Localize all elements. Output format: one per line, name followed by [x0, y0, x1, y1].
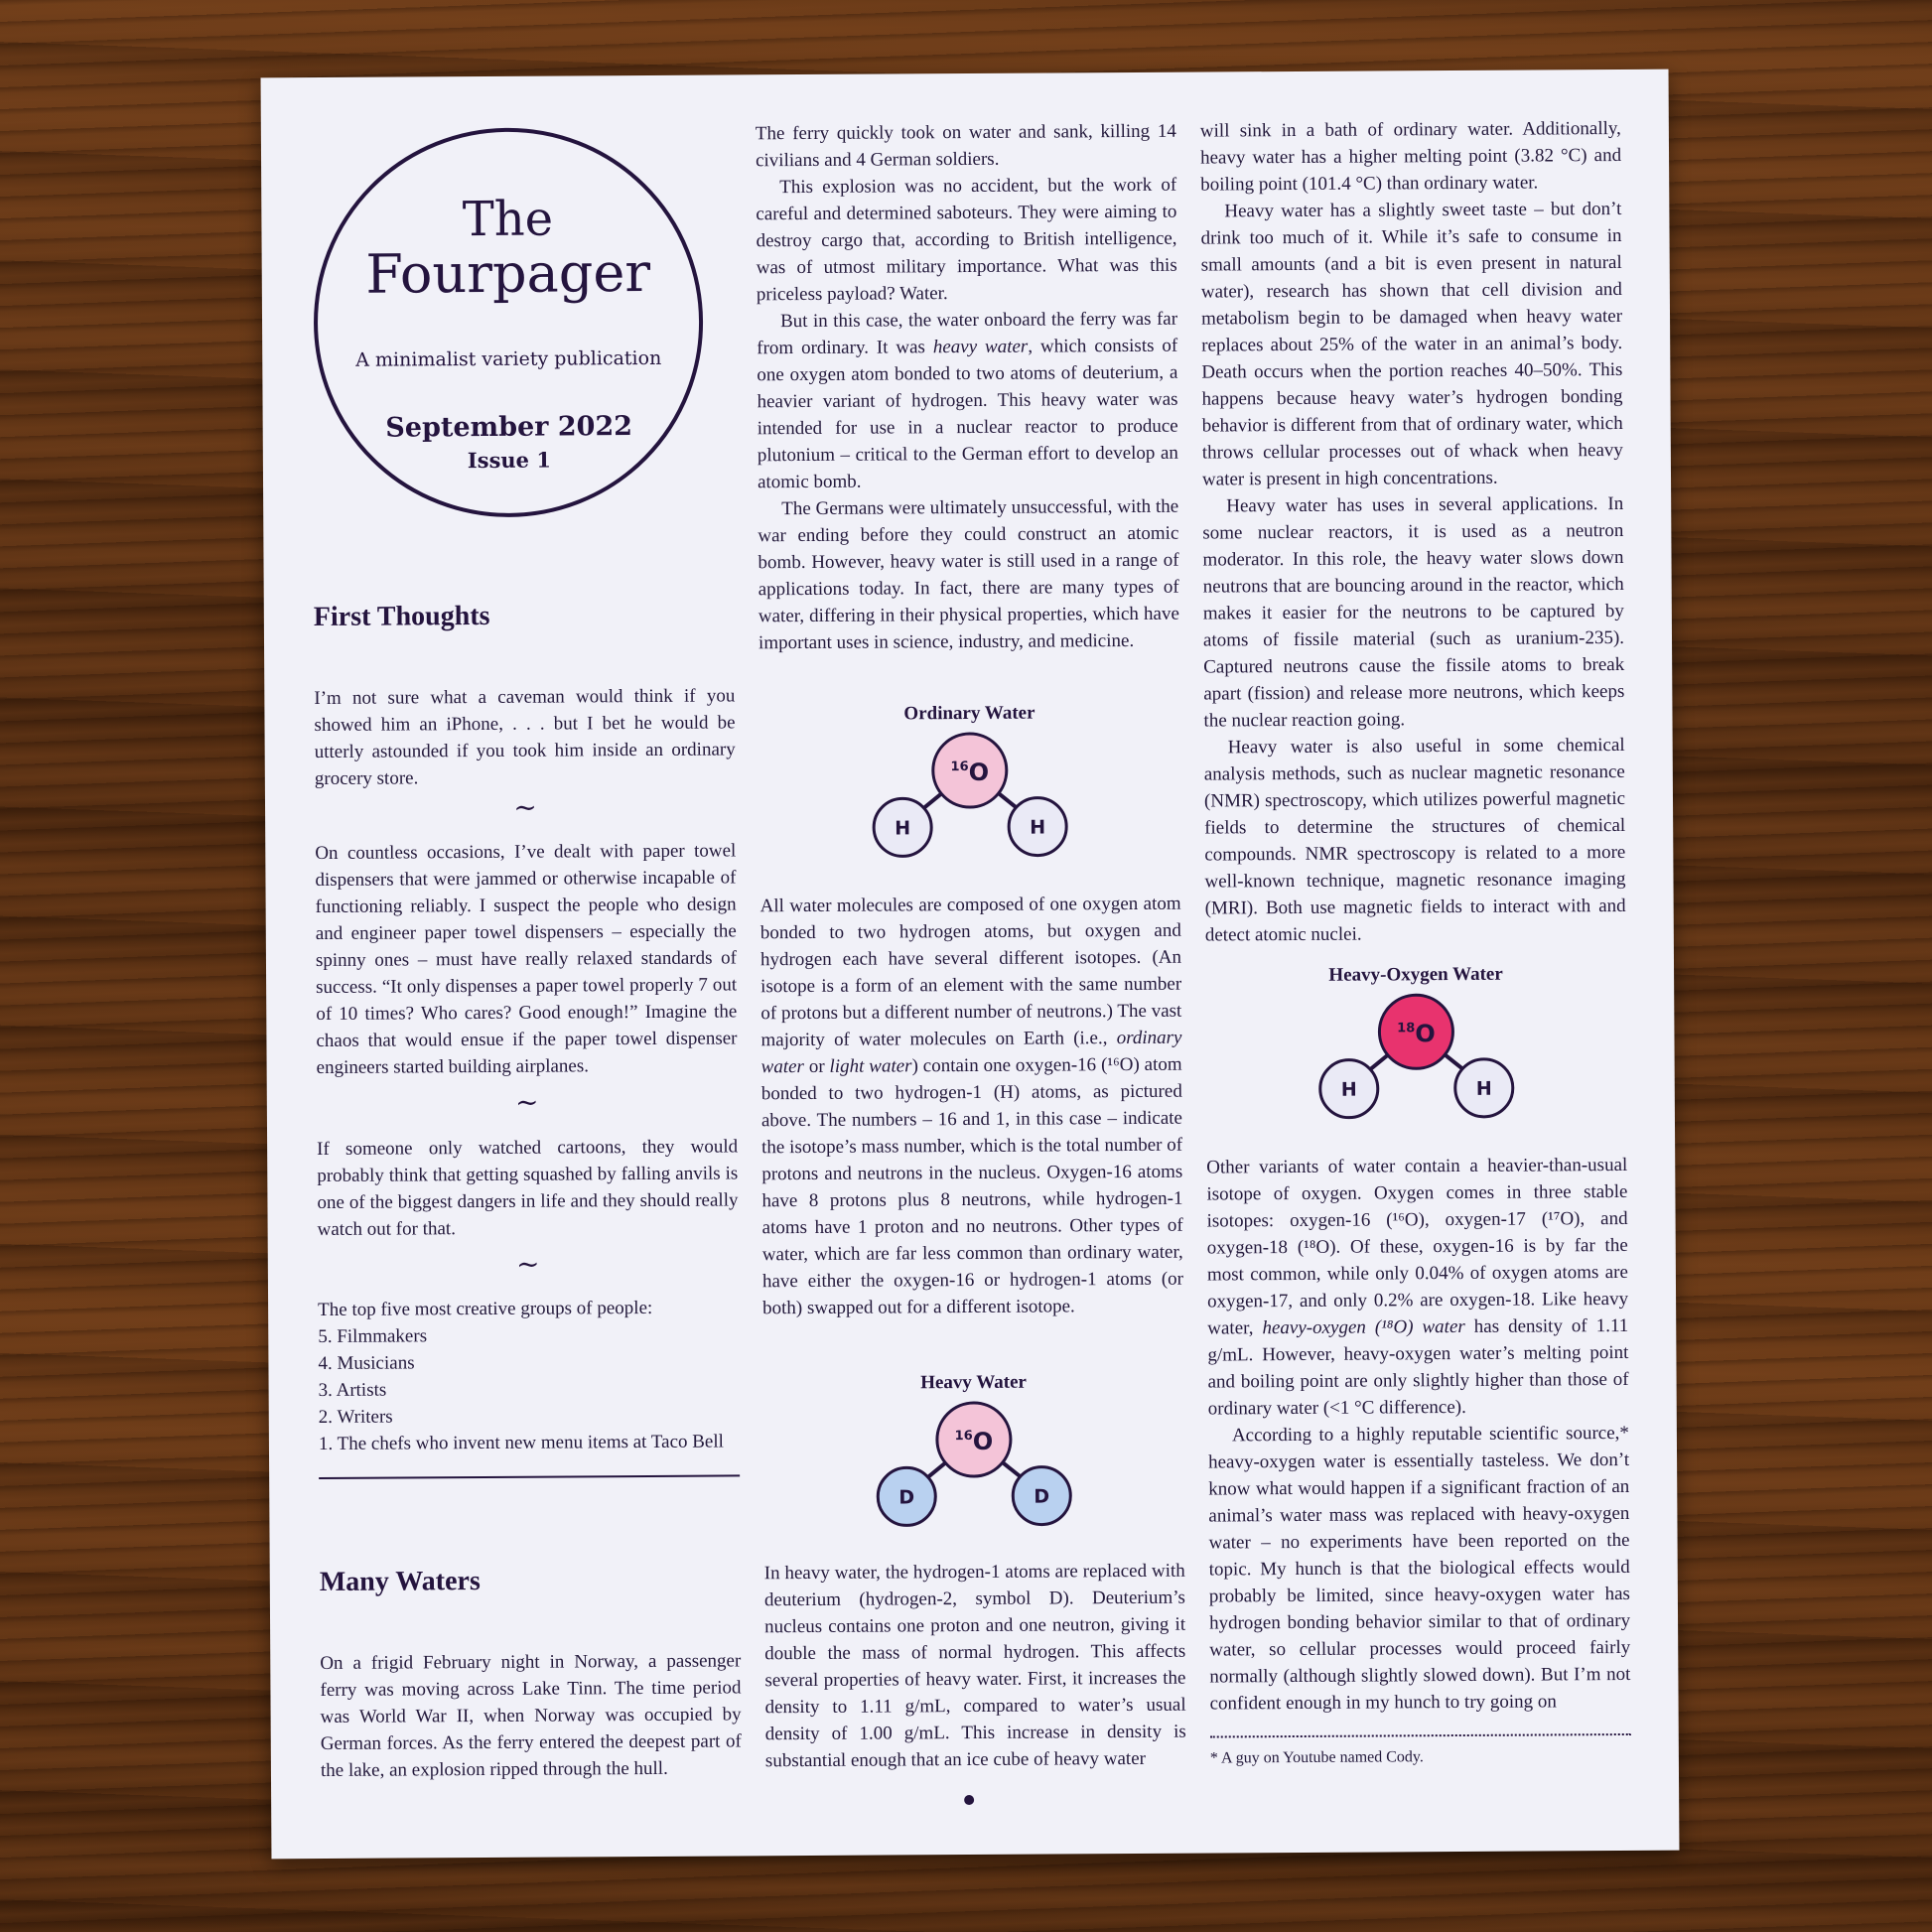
svg-text:16O: $^{16}$O	[954, 1427, 994, 1455]
first-thoughts-p1: I’m not sure what a caveman would think if you showed him an iPhone, . . . but I bet he would be utterly astounded if you took him inside an ordinary grocery store.	[314, 685, 736, 790]
col2-p6: In heavy water, the hydrogen-1 atoms are replaced with deuterium (hydrogen-2, symbol D). Deuterium’s nucleus contains one proton and one neutron, giving it double the mass of normal hydrogen. This affects several properties of heavy water. First, it increases the density to 1.11 g/mL, compared to water’s usual density of 1.00 g/mL. This increase in density is substantial enough that an ice cube of heavy water	[763, 1560, 1186, 1772]
column-2-lower	[760, 891, 1184, 1322]
first-thoughts-p2: On countless occasions, I’ve dealt with paper towel dispensers that were jammed or otherwise incapable of functioning reliably. I suspect the people who design and engineer paper towel dispensers – especially the spinny ones – must have really relaxed standards of success. “It only dispenses a paper towel properly 7 out of 10 times? Who cares? Good enough!” Imagine the chaos that would ensue if the paper towel dispenser engineers started building airplanes.	[315, 840, 738, 1079]
many-waters-heading: Many Waters	[319, 1566, 481, 1598]
masthead-tagline: A minimalist variety publication	[355, 346, 662, 371]
svg-text:16O: $^{16}$O	[950, 758, 990, 787]
column-3-lower	[1206, 1152, 1630, 1718]
masthead-date: September 2022	[385, 411, 633, 444]
masthead-circle	[313, 127, 704, 518]
page-marker-dot	[964, 1795, 974, 1805]
col2-p2: This explosion was no accident, but the work of careful and determined saboteurs. They were aiming to destroy cargo that, according to British intelligence, was of utmost military importance. What was this priceless payload? Water.	[756, 174, 1177, 306]
column-2-bottom	[764, 1558, 1186, 1775]
col3-p6: According to a highly reputable scientific source,* heavy-oxygen water is essentially tasteless. We don’t know what would happen if a significant fraction of an animal’s water mass was replaced with heavy-oxygen water – no experiments have been reported on the topic. My hunch is that the biological effects would probably be limited, since heavy-oxygen water has hydrogen bonding behavior similar to that of ordinary water, so cellular processes would proceed fairly normally (although slightly slowed down). But I’m not confident enough in my hunch to try going on	[1208, 1422, 1631, 1715]
col2-p3: But in this case, the water onboard the ferry was far from ordinary. It was heavy water, which consists of one oxygen atom bonded to two atoms of deuterium, a heavier variant of hydrogen. This heavy water was intended for use in a nuclear reactor to produce plutonium – critical to the German effort to develop an atomic bomb.	[757, 308, 1178, 493]
figure-title: Ordinary Water	[903, 702, 1035, 725]
col3-p2: Heavy water has a slightly sweet taste – but don’t drink too much of it. While it’s safe to consume in small amounts (and a bit is even present in natural water), research has shown that cell division and metabolism begin to be damaged when heavy water replaces about 25% of the water in an animal’s body. Death occurs when the portion reaches 40–50%. This happens because heavy water’s hydrogen bonding behavior is different from that of ordinary water, which throws cellular processes out of whack when heavy water is present in high concentrations.	[1200, 198, 1623, 490]
footnote-rule	[1210, 1733, 1631, 1738]
first-thoughts-heading: First Thoughts	[313, 600, 490, 633]
col3-p3: Heavy water has uses in several applications. In some nuclear reactors, it is used as a neutron moderator. In this role, the heavy water slows down neutrons that are bouncing around in the reactor, which makes it easier for the neutrons to be captured by atoms of fissile material (such as uranium-235). Captured neutrons cause the fissile atoms to break apart (fission) and release more neutrons, which keeps the nuclear reaction going.	[1202, 492, 1625, 732]
column-3	[1200, 115, 1626, 949]
ordinary-water-figure	[759, 702, 1180, 862]
separator-tilde: ~	[513, 790, 537, 824]
heavy-oxygen-water-figure	[1205, 963, 1627, 1123]
first-thoughts-p3: If someone only watched cartoons, they would probably think that getting squashed by falling anvils is one of the biggest dangers in life and they should really watch out for that.	[317, 1136, 739, 1241]
heavy-oxygen-water-molecule	[1307, 992, 1526, 1122]
footnote: * A guy on Youtube named Cody.	[1209, 1748, 1424, 1767]
svg-text:H: H	[1030, 816, 1046, 839]
ordinary-water-molecule	[861, 730, 1080, 860]
col3-p4: Heavy water is also useful in some chemical analysis methods, such as nuclear magnetic resonance (NMR) spectroscopy, which utilizes powerful magnetic fields to determine the structures of chemical compounds. NMR spectroscopy is related to a more well-known technique, magnetic resonance imaging (MRI). Both use magnetic fields to interact with and detect atomic nuclei.	[1203, 734, 1626, 946]
heavy-water-figure	[763, 1371, 1185, 1531]
many-waters-p1: On a frigid February night in Norway, a passenger ferry was moving across Lake Tinn. The time period was World War II, when Norway was occupied by German forces. As the ferry entered the deepest part of the lake, an explosion ripped through the hull.	[320, 1650, 742, 1782]
column-2	[756, 118, 1179, 657]
list-item: 2. Writers	[318, 1406, 393, 1429]
col3-p5: Other variants of water contain a heavier-than-usual isotope of oxygen. Oxygen comes in three stable isotopes: oxygen-16 (¹⁶O), oxygen-17 (¹⁷O), and oxygen-18 (¹⁸O). Of these, oxygen-16 is by far the most common, while only 0.04% of oxygen atoms are oxygen-17, and only 0.2% are oxygen-18. Like heavy water, heavy-oxygen (¹⁸O) water has density of 1.11 g/mL. However, heavy-oxygen water’s melting point and boiling point are only slightly higher than those of ordinary water (<1 °C difference).	[1206, 1154, 1629, 1420]
separator-tilde: ~	[515, 1085, 539, 1119]
masthead-title: Fourpager	[365, 240, 651, 306]
svg-text:H: H	[1475, 1077, 1492, 1100]
masthead-issue: Issue 1	[467, 447, 551, 474]
figure-title: Heavy-Oxygen Water	[1328, 963, 1503, 986]
col2-p1: The ferry quickly took on water and sank, killing 14 civilians and 4 German soldiers.	[755, 120, 1176, 172]
list-item: 5. Filmmakers	[318, 1325, 428, 1348]
col3-p1: will sink in a bath of ordinary water. Additionally, heavy water has a higher melting point (3.82 °C) and boiling point (101.4 °C) than ordinary water.	[1199, 117, 1622, 196]
newsletter-page	[261, 69, 1680, 1860]
masthead-the: The	[462, 191, 554, 248]
col2-p4: The Germans were ultimately unsuccessful, with the war ending before they could construct an atomic bomb. However, heavy water is still used in a range of applications today. In fact, there are many types of water, differing in their physical properties, which have important uses in science, industry, and medicine.	[758, 495, 1179, 654]
col2-p5: All water molecules are composed of one oxygen atom bonded to two hydrogen atoms, but oxygen and hydrogen each have several different isotopes. (An isotope is a form of an element with the same number of protons but a different number of neutrons.) The vast majority of water molecules on Earth (i.e., ordinary water or light water) contain one oxygen-16 (¹⁶O) atom bonded to two hydrogen-1 (H) atoms, as pictured above. The numbers – 16 and 1, in this case – indicate the isotope’s mass number, which is the total number of protons and neutrons in the nucleus. Oxygen-16 atoms have 8 protons plus 8 neutrons, while hydrogen-1 atoms have 1 proton and no neutrons. Other types of water, which are far less common than ordinary water, have either the oxygen-16 or hydrogen-1 atoms (or both) swapped out for a different isotope.	[759, 893, 1184, 1319]
svg-text:D: D	[1034, 1485, 1050, 1508]
svg-text:D: D	[898, 1486, 915, 1509]
list-intro: The top five most creative groups of people:	[318, 1297, 653, 1321]
svg-text:H: H	[1340, 1078, 1357, 1101]
figure-title: Heavy Water	[920, 1371, 1028, 1394]
list-item: 1. The chefs who invent new menu items at Taco Bell	[318, 1431, 724, 1455]
svg-text:H: H	[895, 817, 911, 840]
section-divider	[319, 1474, 740, 1479]
list-item: 3. Artists	[318, 1379, 387, 1402]
svg-text:18O: $^{18}$O	[1397, 1020, 1436, 1048]
separator-tilde: ~	[516, 1247, 540, 1281]
list-item: 4. Musicians	[318, 1352, 415, 1375]
creative-list	[318, 1294, 740, 1457]
heavy-water-molecule	[865, 1399, 1084, 1529]
